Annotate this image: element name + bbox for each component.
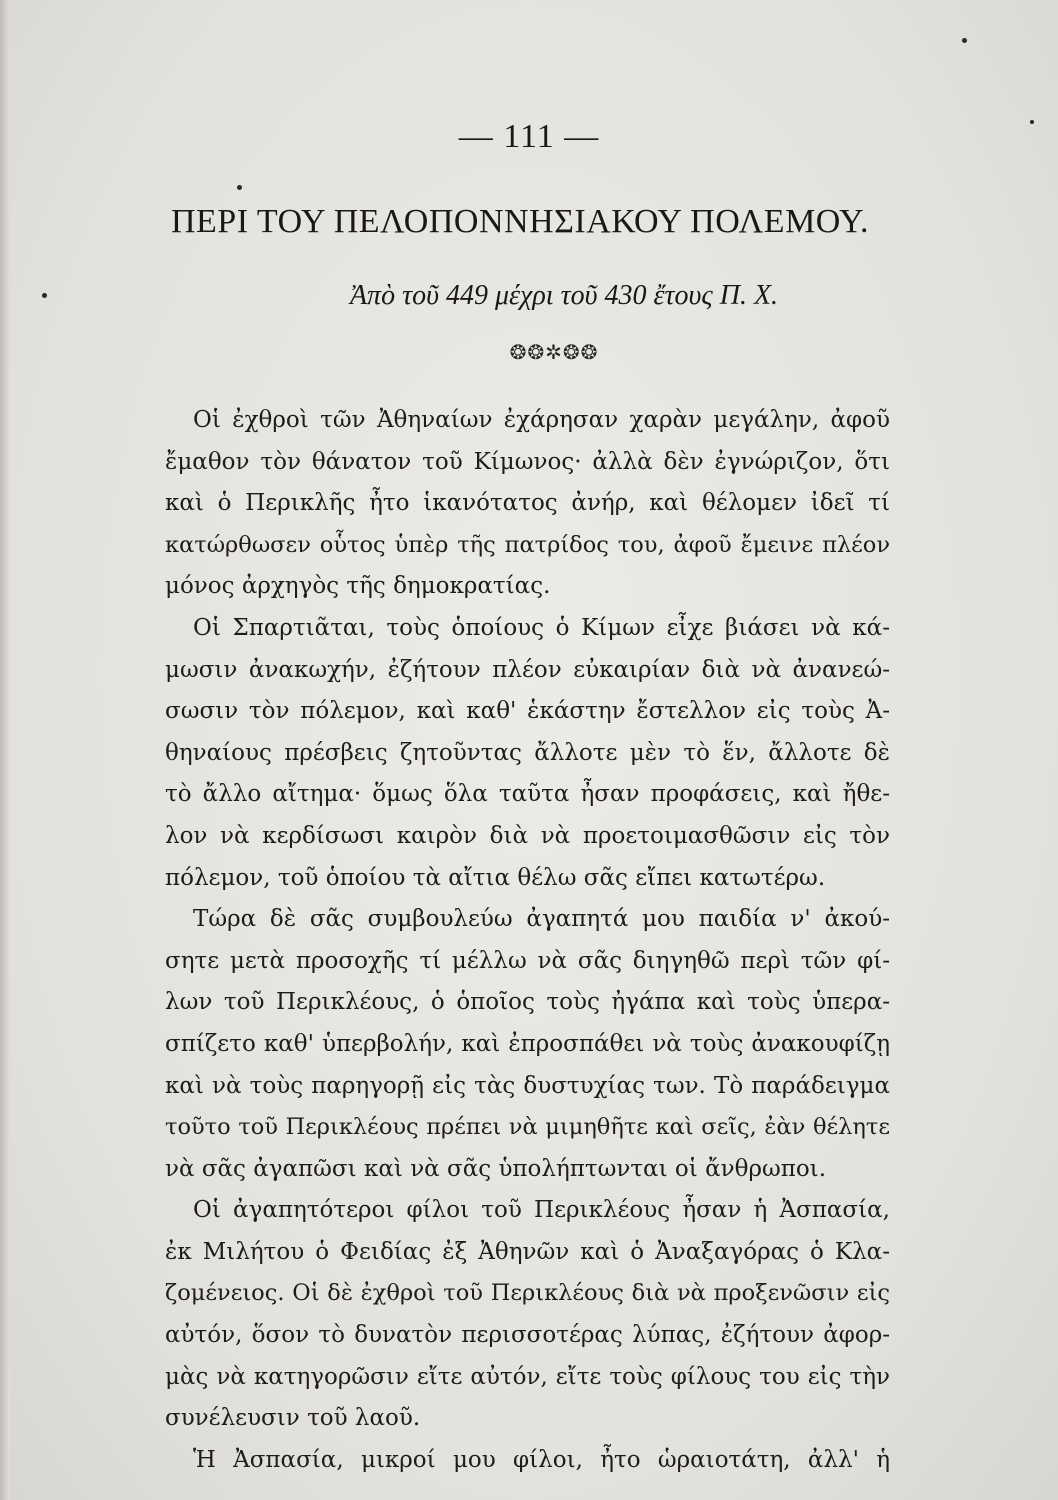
page-binding-edge [0,0,10,1500]
text-line: λον νὰ κερδίσωσι καιρὸν διὰ νὰ προετοιμασθῶσιν εἰς τὸν [165,822,890,849]
body-text [165,400,890,1481]
text-line: καὶ ὁ Περικλῆς ἦτο ἱκανότατος ἀνήρ, καὶ θέλομεν ἰδεῖ τί [165,490,890,517]
text-line: τὸ ἄλλο αἴτημα· ὅμως ὅλα ταῦτα ἦσαν προφάσεις, καὶ ἤθε- [165,781,890,808]
page-number: — 111 — [458,118,600,155]
text-line: σητε μετὰ προσοχῆς τί μέλλω νὰ σᾶς διηγηθῶ περὶ τῶν φί- [165,947,890,974]
text-line: καὶ νὰ τοὺς παρηγορῇ εἰς τὰς δυστυχίας των. Τὸ παράδειγμα [165,1072,890,1099]
text-line: Ἡ Ἀσπασία, μικροί μου φίλοι, ἦτο ὡραιοτάτη, ἀλλ' ἡ [193,1446,890,1473]
text-line: λων τοῦ Περικλέους, ὁ ὁποῖος τοὺς ἠγάπα καὶ τοὺς ὑπερα- [165,989,890,1016]
text-line: Οἱ Σπαρτιᾶται, τοὺς ὁποίους ὁ Κίμων εἶχε βιάσει νὰ κά- [193,614,890,641]
text-line: κατώρθωσεν οὗτος ὑπὲρ τῆς πατρίδος του, ἀφοῦ ἔμεινε πλέον [165,531,890,558]
chapter-subtitle: Ἀπὸ τοῦ 449 μέχρι τοῦ 430 ἔτους Π. Χ. [349,280,779,311]
text-line: Οἱ ἀγαπητότεροι φίλοι τοῦ Περικλέους ἦσαν ἡ Ἀσπασία, [193,1197,890,1224]
text-line: μόνος ἀρχηγὸς τῆς δημοκρατίας. [165,573,551,600]
text-line: θηναίους πρέσβεις ζητοῦντας ἄλλοτε μὲν τὸ ἕν, ἄλλοτε δὲ [165,739,890,766]
text-line: μὰς νὰ κατηγορῶσιν εἴτε αὐτόν, εἴτε τοὺς φίλους του εἰς τὴν [165,1363,890,1390]
text-line: τοῦτο τοῦ Περικλέους πρέπει νὰ μιμηθῆτε καὶ σεῖς, ἐὰν θέλητε [165,1114,890,1141]
text-line: μωσιν ἀνακωχήν, ἐζήτουν πλέον εὐκαιρίαν διὰ νὰ ἀνανεώ- [165,656,890,683]
print-speck [237,185,242,190]
text-line: συνέλευσιν τοῦ λαοῦ. [165,1405,421,1432]
print-speck [962,38,967,43]
text-line: σωσιν τὸν πόλεμον, καὶ καθ' ἑκάστην ἔστελλον εἰς τοὺς Ἀ- [165,698,890,725]
chapter-title: ΠΕΡΙ ΤΟΥ ΠΕΛΟΠΟΝΝΗΣΙΑΚΟΥ ΠΟΛΕΜΟΥ. [170,203,869,240]
text-line: αὐτόν, ὅσον τὸ δυνατὸν περισσοτέρας λύπας, ἐζήτουν ἀφορ- [165,1322,890,1349]
text-line: ἔμαθον τὸν θάνατον τοῦ Κίμωνος· ἀλλὰ δὲν ἐγνώριζον, ὅτι [165,448,890,475]
ornament-icon: ❂❂✲❂❂ [509,340,599,364]
text-line: ζομένειος. Οἱ δὲ ἐχθροὶ τοῦ Περικλέους διὰ νὰ προξενῶσιν εἰς [165,1280,890,1307]
text-line: νὰ σᾶς ἀγαπῶσι καὶ νὰ σᾶς ὑπολήπτωνται οἱ ἄνθρωποι. [165,1155,827,1182]
text-line: ἐκ Μιλήτου ὁ Φειδίας ἐξ Ἀθηνῶν καὶ ὁ Ἀναξαγόρας ὁ Κλα- [165,1238,890,1265]
text-line: Τώρα δὲ σᾶς συμβουλεύω ἀγαπητά μου παιδία ν' ἀκού- [193,906,890,933]
text-line: σπίζετο καθ' ὑπερβολήν, καὶ ἐπροσπάθει νὰ τοὺς ἀνακουφίζῃ [165,1030,890,1057]
text-line: πόλεμον, τοῦ ὁποίου τὰ αἴτια θέλω σᾶς εἴπει κατωτέρω. [165,864,826,891]
text-line: Οἱ ἐχθροὶ τῶν Ἀθηναίων ἐχάρησαν χαρὰν μεγάλην, ἀφοῦ [193,407,890,433]
